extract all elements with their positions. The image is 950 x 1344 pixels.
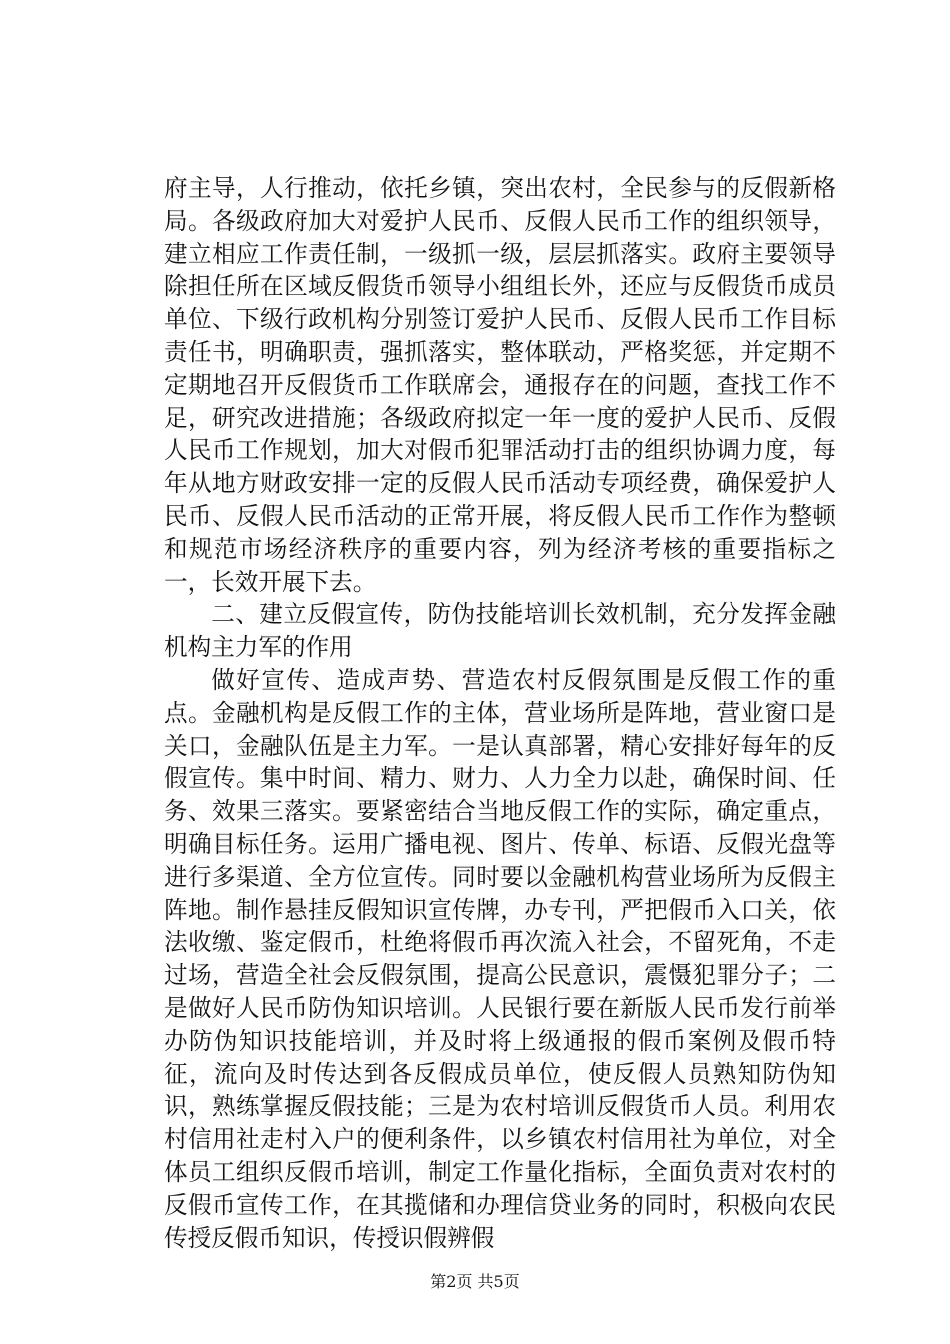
- section-heading: 二、建立反假宣传，防伪技能培训长效机制，充分发挥金融机构主力军的作用: [164, 600, 836, 662]
- page-number: 第2页 共5页: [430, 1272, 520, 1291]
- paragraph: 做好宣传、造成声势、营造农村反假氛围是反假工作的重点。金融机构是反假工作的主体，营业场所是阵地，营业窗口是关口，金融队伍是主力军。一是认真部署，精心安排好每年的反假宣传。集中时间、精力、财力、人力全力以赴，确保时间、任务、效果三落实。要紧密结合当地反假工作的实际，确定重点，明确目标任务。运用广播电视、图片、传单、标语、反假光盘等进行多渠道、全方位宣传。同时要以金融机构营业场所为反假主阵地。制作悬挂反假知识宣传牌，办专刊，严把假币入口关，依法收缴、鉴定假币，杜绝将假币再次流入社会，不留死角，不走过场，营造全社会反假氛围，提高公民意识，震慑犯罪分子；二是做好人民币防伪知识培训。人民银行要在新版人民币发行前举办防伪知识技能培训，并及时将上级通报的假币案例及假币特征，流向及时传达到各反假成员单位，使反假人员熟知防伪知识，熟练掌握反假技能；三是为农村培训反假货币人员。利用农村信用社走村入户的便利条件，以乡镇农村信用社为单位，对全体员工组织反假币培训，制定工作量化指标，全面负责对农村的反假币宣传工作，在其揽储和办理信贷业务的同时，积极向农民传授反假币知识，传授识假辨假: [164, 665, 836, 1252]
- paragraph-continued: 府主导，人行推动，依托乡镇，突出农村，全民参与的反假新格局。各级政府加大对爱护人民币、反假人民币工作的组织领导，建立相应工作责任制，一级抓一级，层层抓落实。政府主要领导除担任所在区域反假货币领导小组组长外，还应与反假货币成员单位、下级行政机构分别签订爱护人民币、反假人民币工作目标责任书，明确职责，强抓落实，整体联动，严格奖惩，并定期不定期地召开反假货币工作联席会，通报存在的问题，查找工作不足，研究改进措施；各级政府拟定一年一度的爱护人民币、反假人民币工作规划，加大对假币犯罪活动打击的组织协调力度，每年从地方财政安排一定的反假人民币活动专项经费，确保爱护人民币、反假人民币活动的正常开展，将反假人民币工作作为整顿和规范市场经济秩序的重要内容，列为经济考核的重要指标之一，长效开展下去。: [164, 174, 836, 596]
- document-body: [164, 172, 836, 1254]
